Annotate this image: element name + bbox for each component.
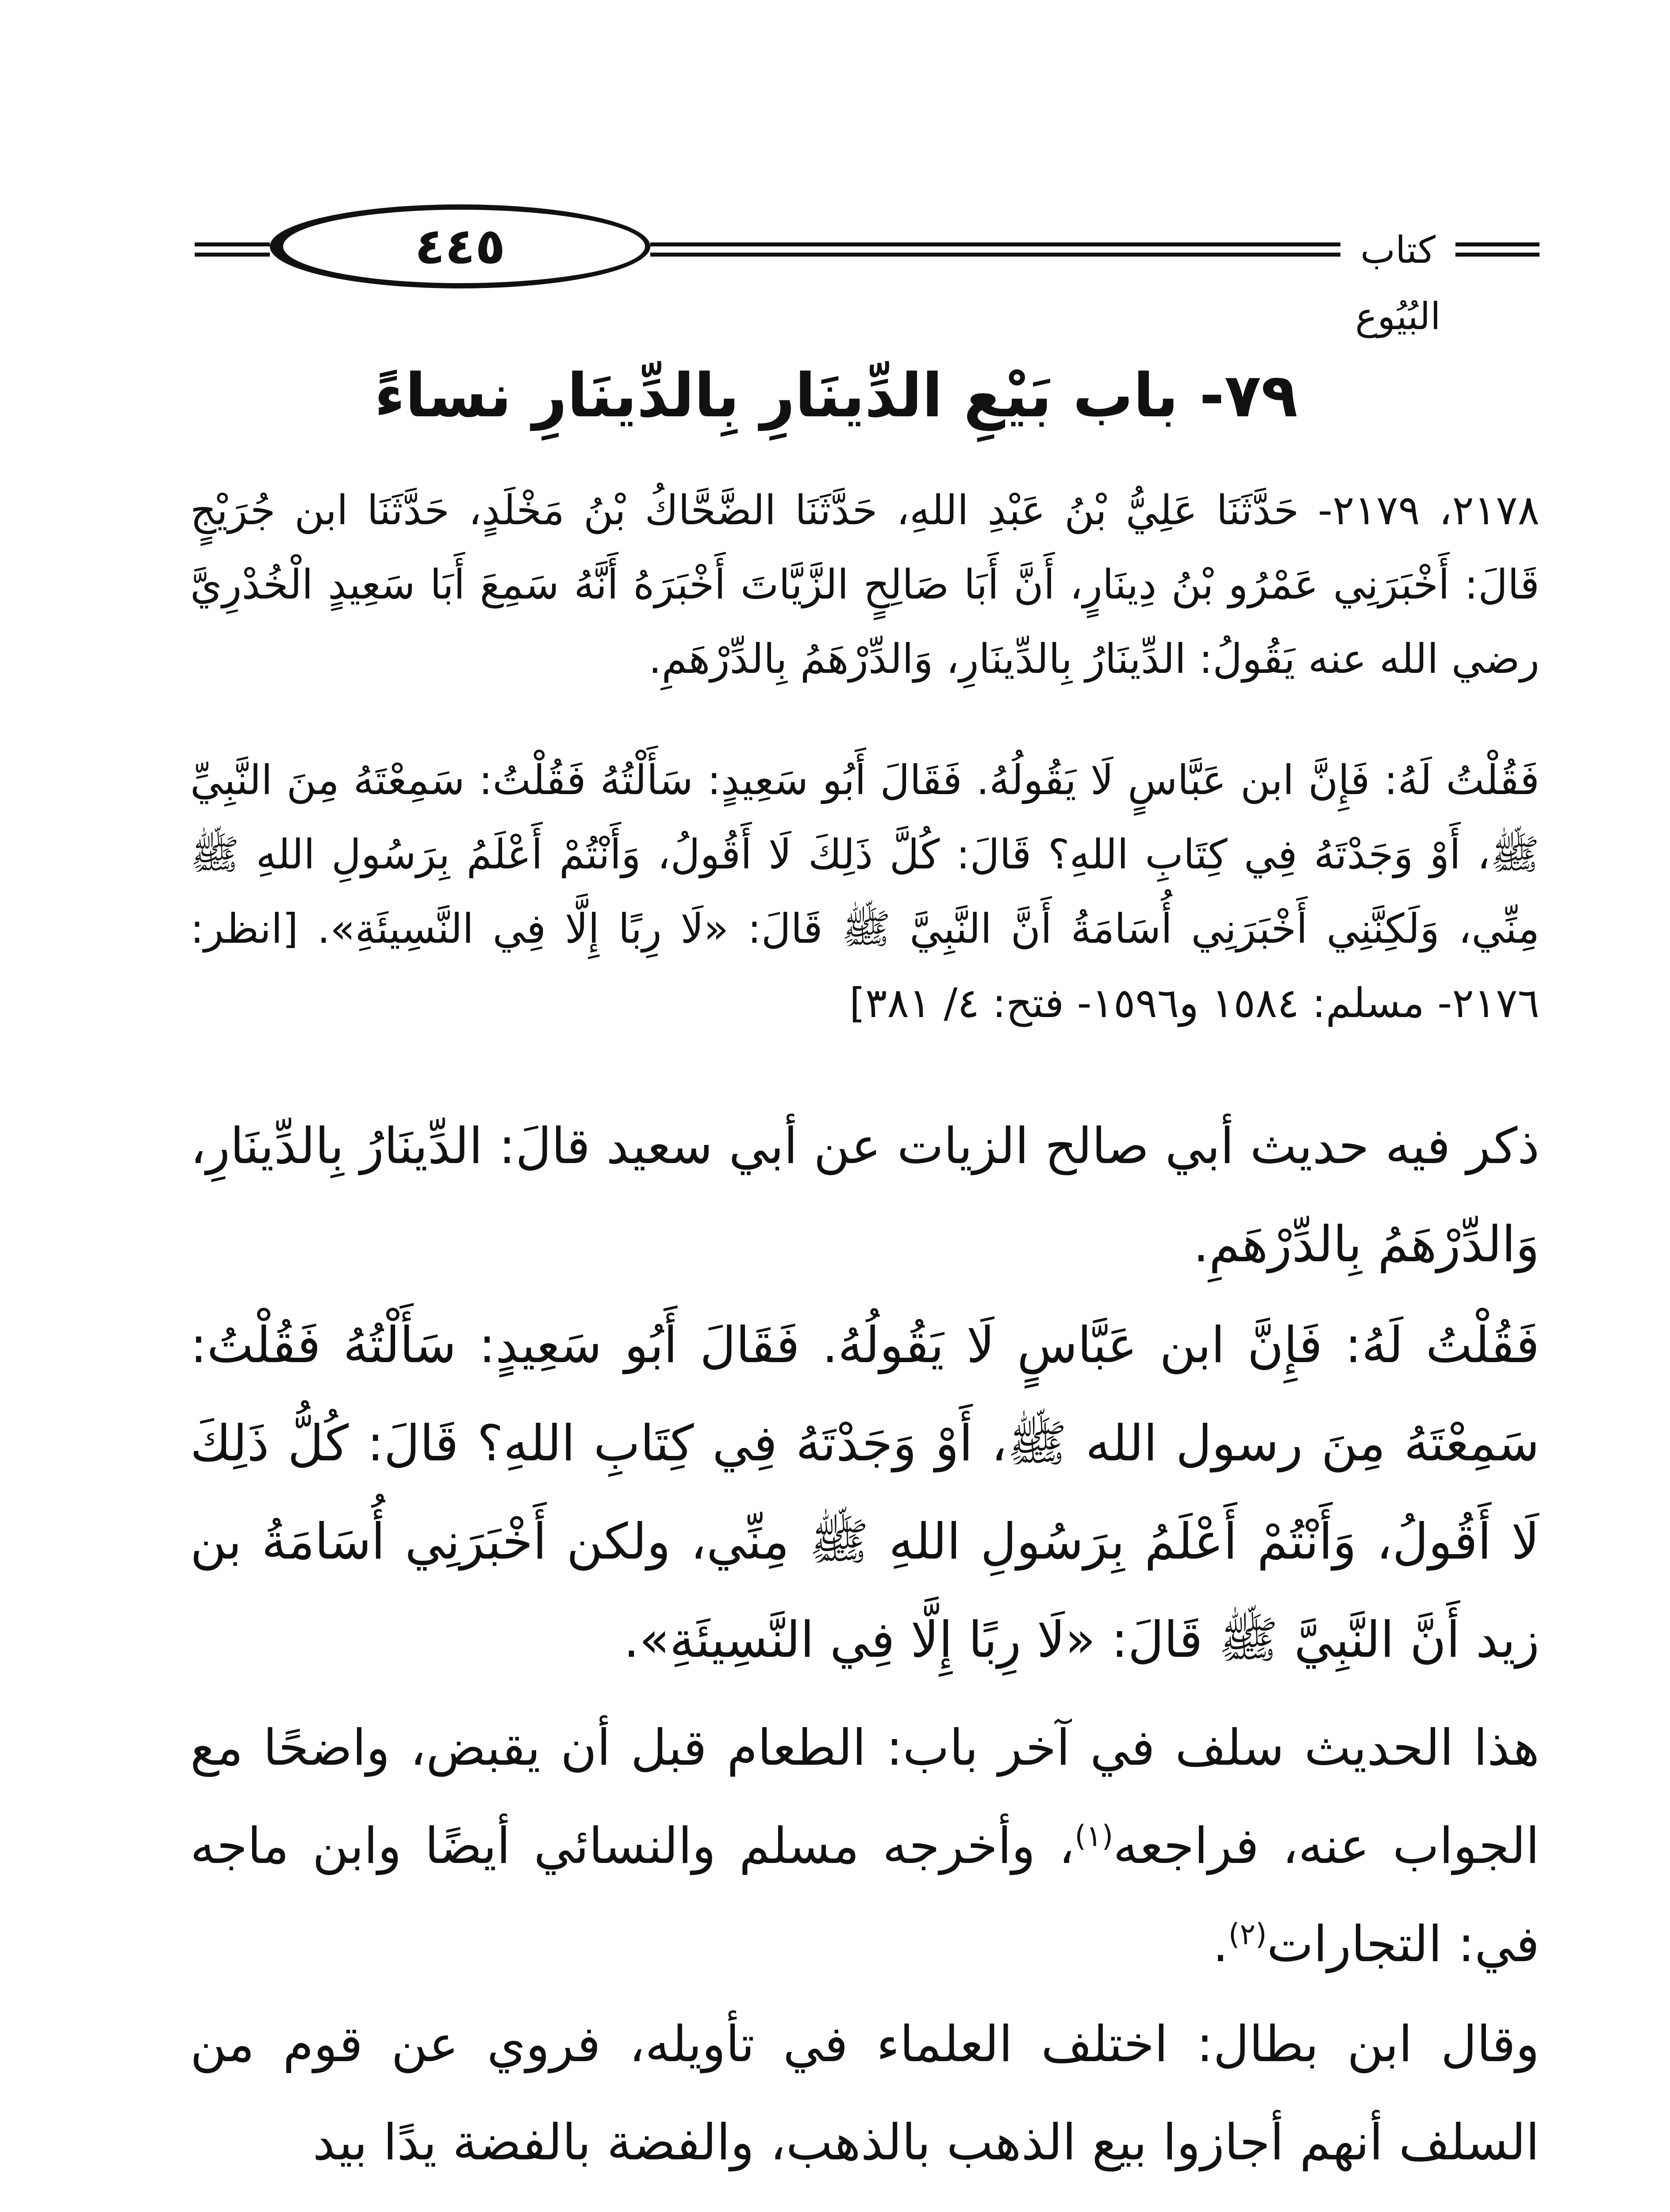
running-header [195,199,1539,338]
book-title: كتاب البُيُوع [1355,228,1441,338]
footnote-marker-2[interactable]: (٢) [1228,1917,1267,1951]
footnote-marker-1[interactable]: (١) [1075,1819,1113,1853]
commentary-text: فَقُلْتُ لَهُ: فَإِنَّ ابن عَبَّاسٍ لَا يَقُولُهُ. فَقَالَ أَبُو سَعِيدٍ: سَأَلْتُهُ فَقُلْتُ: سَمِعْتَهُ مِنَ رسول الله ﷺ، أَوْ وَجَدْتَهُ فِي كِتَابِ اللهِ؟ قَالَ: كُلُّ ذَلِكَ لَا أَقُولُ، وَأَنْتُمْ أَعْلَمُ بِرَسُولِ اللهِ ﷺ مِنِّي، ولكن أَخْبَرَنِي أُسَامَةُ بن زيد أَنَّ النَّبِيَّ ﷺ قَالَ: «لَا رِبًا إِلَّا فِي النَّسِيئَةِ». [190,1317,1539,1669]
header-rule-left [195,242,270,257]
header-rule-middle [650,242,1340,257]
commentary-paragraph-1 [190,1097,1539,1294]
commentary-text: ذكر فيه حديث أبي صالح الزيات عن أبي سعيد قالَ: الدِّينَارُ بِالدِّينَارِ، وَالدِّرْهَمُ بِالدِّرْهَمِ. [190,1118,1539,1273]
commentary-text: وقال ابن بطال: اختلف العلماء في تأويله، فروي عن قوم من السلف أنهم أجازوا بيع الذهب بالذهب، والفضة بالفضة يدًا بيد [190,2016,1539,2171]
chapter-heading: ٧٩- باب بَيْعِ الدِّينَارِ بِالدِّينَارِ نساءً [374,361,1298,431]
commentary-text-part: . [1213,1916,1229,1973]
commentary-text [190,1699,1539,1993]
commentary-text-part: ، وأخرجه مسلم والنسائي أيضًا وابن ماجه في: التجارات [190,1817,1539,1973]
commentary-paragraph-2 [190,1296,1539,1689]
commentary-paragraph-3 [190,1699,1539,1993]
header-rule-right [1455,242,1539,257]
commentary-paragraph-4 [190,1995,1539,2192]
hadith-paragraph-2 [190,743,1539,1041]
page-number: ٤٤٥ [415,218,506,275]
hadith-text: فَقُلْتُ لَهُ: فَإِنَّ ابن عَبَّاسٍ لَا يَقُولُهُ. فَقَالَ أَبُو سَعِيدٍ: سَأَلْتُهُ فَقُلْتُ: سَمِعْتَهُ مِنَ النَّبِيِّ ﷺ، أَوْ وَجَدْتَهُ فِي كِتَابِ اللهِ؟ قَالَ: كُلَّ ذَلِكَ لَا أَقُولُ، وَأَنْتُمْ أَعْلَمُ بِرَسُولِ اللهِ ﷺ مِنِّي، وَلَكِنَّنِي أَخْبَرَنِي أُسَامَةُ أَنَّ النَّبِيَّ ﷺ قَالَ: «لَا رِبًا إِلَّا فِي النَّسِيئَةِ». [انظر: ٢١٧٦- مسلم: ١٥٨٤ و١٥٩٦- فتح: ٤/ ٣٨١] [190,757,1539,1027]
commentary-text-part: هذا الحديث سلف في آخر باب: الطعام قبل أن يقبض، واضحًا مع الجواب عنه، فراجعه [190,1719,1539,1875]
hadith-paragraph-1 [190,473,1539,696]
hadith-text: ٢١٧٨، ٢١٧٩- حَدَّثَنَا عَلِيُّ بْنُ عَبْدِ اللهِ، حَدَّثَنَا الضَّحَّاكُ بْنُ مَخْلَدٍ، حَدَّثَنَا ابن جُرَيْجٍ قَالَ: أَخْبَرَنِي عَمْرُو بْنُ دِينَارٍ، أَنَّ أَبَا صَالِحٍ الزَّيَّاتَ أَخْبَرَهُ أَنَّهُ سَمِعَ أَبَا سَعِيدٍ الْخُدْرِيَّ رضي الله عنه يَقُولُ: الدِّينَارُ بِالدِّينَارِ، وَالدِّرْهَمُ بِالدِّرْهَمِ. [190,487,1540,683]
